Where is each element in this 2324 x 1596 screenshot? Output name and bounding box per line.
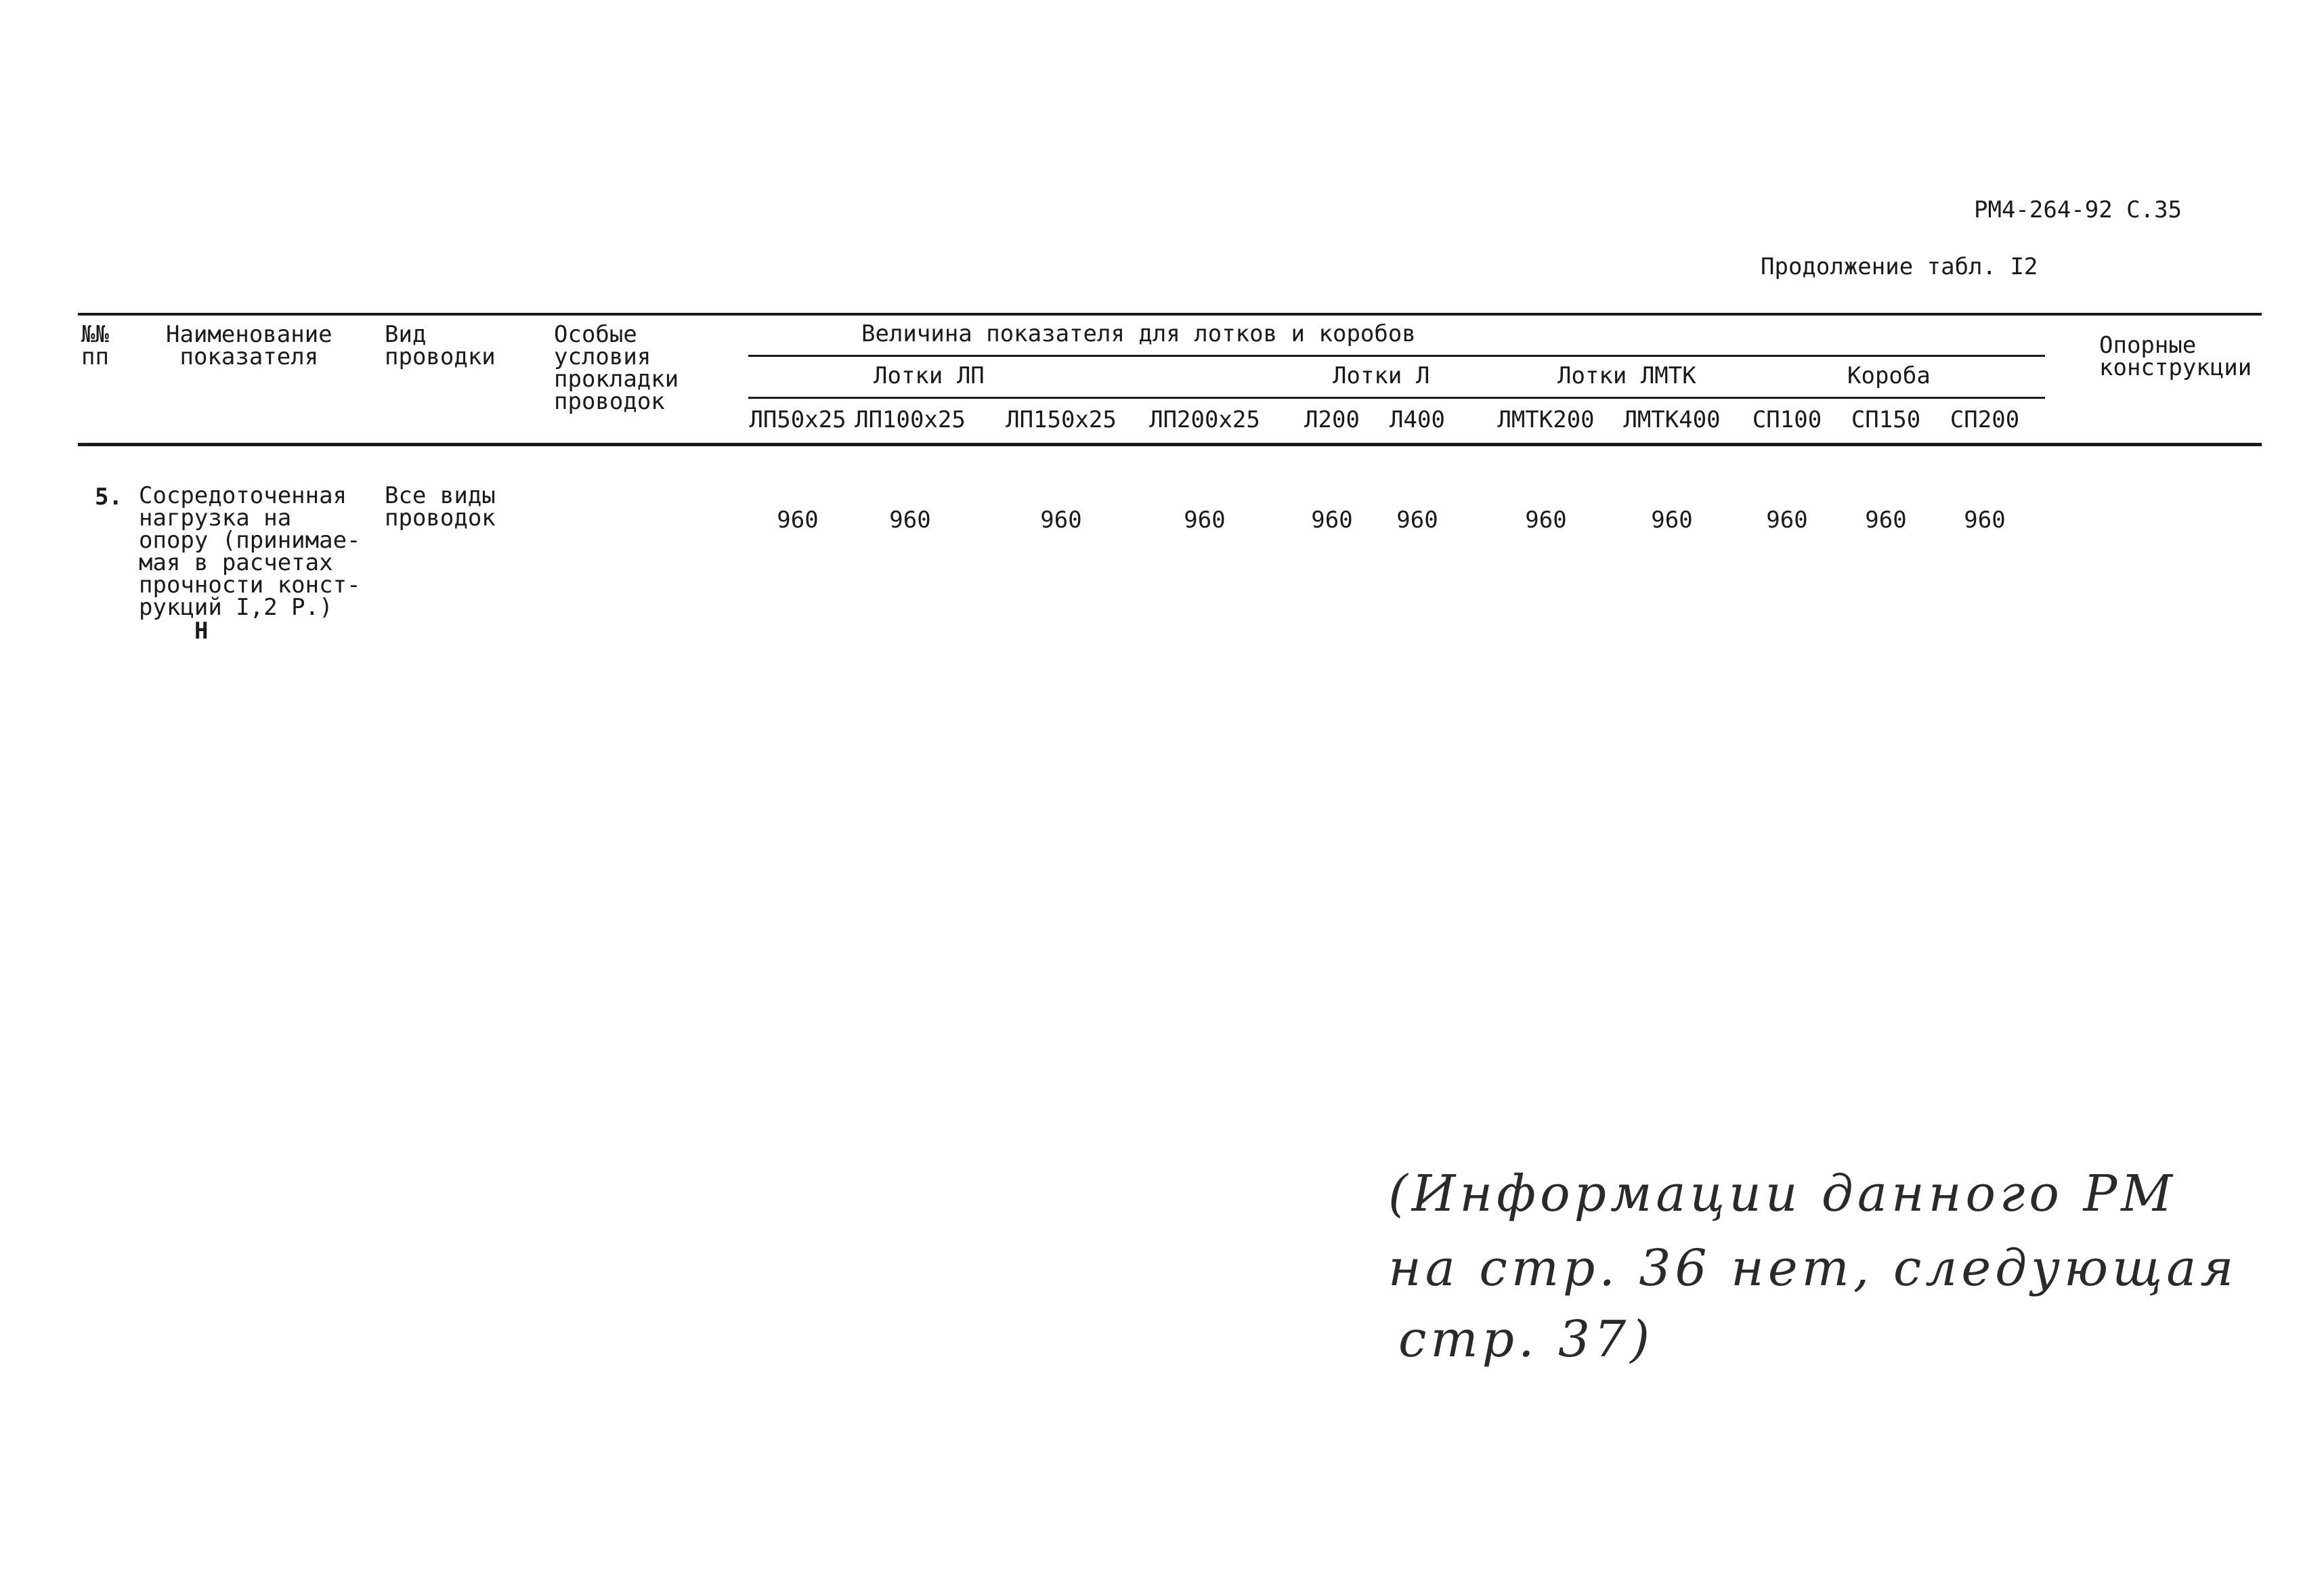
group-label-boxes: Короба	[1847, 362, 1931, 389]
table-top-rule	[78, 313, 2262, 316]
column-group-title: Величина показателя для лотков и коробов	[861, 320, 1416, 347]
subheader-lp200x25: ЛП200x25	[1149, 406, 1260, 433]
column-header-wiring-type: Вид проводки	[385, 321, 496, 370]
row-number: 5.	[95, 483, 123, 511]
value-lmtk200: 960	[1525, 506, 1567, 534]
subgroup-rule	[748, 397, 2045, 399]
subheader-l200: Л200	[1304, 406, 1360, 433]
table-continuation-label: Продолжение табл. I2	[1761, 253, 2038, 280]
value-lp100x25: 960	[889, 506, 931, 534]
value-l400: 960	[1396, 506, 1438, 534]
group-label-trays-lp: Лотки ЛП	[874, 362, 985, 389]
row-wiring-type: Все виды проводок	[385, 482, 496, 532]
subheader-lmtk200: ЛМТК200	[1497, 406, 1595, 433]
group-rule	[748, 355, 2045, 357]
value-lp150x25: 960	[1040, 506, 1082, 534]
subheader-sp200: СП200	[1950, 406, 2020, 433]
handwritten-note-line-3: стр. 37)	[1398, 1310, 1654, 1368]
value-lp50x25: 960	[777, 506, 819, 534]
subheader-sp100: СП100	[1752, 406, 1822, 433]
handwritten-note-line-1: (Информации данного РМ	[1388, 1165, 2177, 1223]
column-header-support-structures: Опорные конструкции	[2099, 332, 2252, 381]
group-label-trays-lmtk: Лотки ЛМТК	[1557, 362, 1696, 389]
subheader-sp150: СП150	[1851, 406, 1921, 433]
column-header-number: №№ пп	[81, 321, 109, 370]
value-sp150: 960	[1865, 506, 1907, 534]
handwritten-note-line-2: на стр. 36 нет, следующая	[1388, 1239, 2238, 1297]
value-lp200x25: 960	[1184, 506, 1226, 534]
value-sp100: 960	[1766, 506, 1808, 534]
subheader-l400: Л400	[1390, 406, 1445, 433]
row-indicator-name: Сосредоточенная нагрузка на опору (принимае- мая в расчетах прочности конст- рукций I,2 Р.)	[139, 482, 361, 621]
subheader-lp50x25: ЛП50x25	[749, 406, 846, 433]
subheader-lp100x25: ЛП100x25	[855, 406, 966, 433]
table-header-bottom-rule	[78, 443, 2262, 446]
subheader-lmtk400: ЛМТК400	[1623, 406, 1721, 433]
row-unit: Н	[194, 618, 209, 645]
group-label-trays-l: Лотки Л	[1333, 362, 1430, 389]
value-lmtk400: 960	[1651, 506, 1693, 534]
value-l200: 960	[1311, 506, 1353, 534]
column-header-indicator-name: Наименование показателя	[166, 321, 332, 370]
column-header-special-conditions: Особые условия прокладки проводок	[554, 321, 679, 415]
value-sp200: 960	[1964, 506, 2006, 534]
doc-reference: РМ4-264-92 С.35	[1974, 196, 2182, 223]
subheader-lp150x25: ЛП150x25	[1006, 406, 1117, 433]
